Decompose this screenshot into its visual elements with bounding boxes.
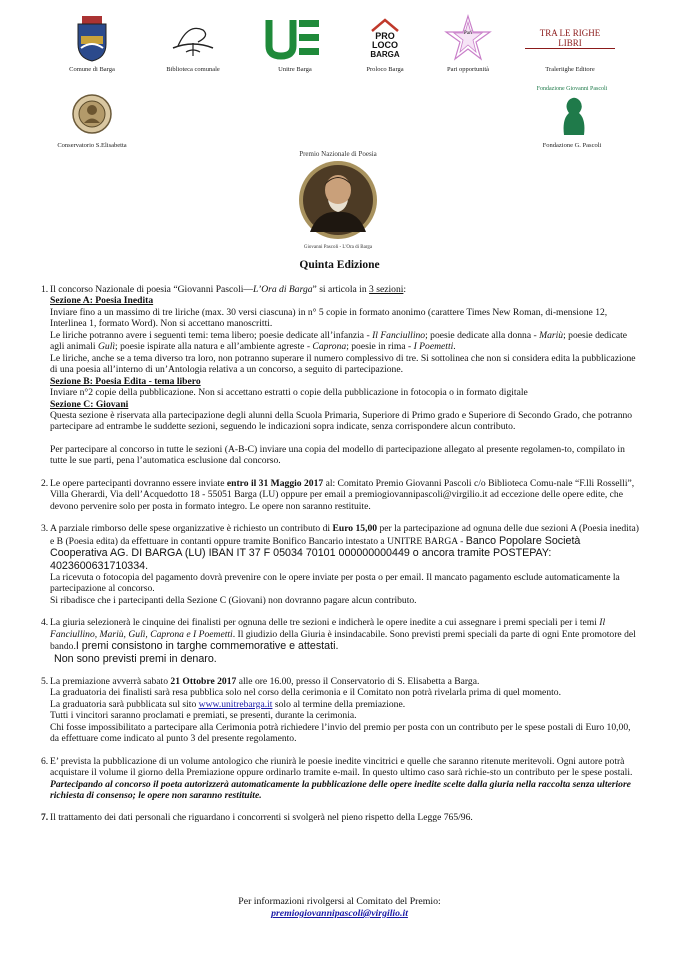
rule-3-receipt: La ricevuta o fotocopia del pagamento dovrà prevenire con le opere inviate per posta o per email. Il mancato pagamento esclude automaticamente la partecipazione al concorso. (50, 571, 620, 595)
participation-note: Per partecipare al concorso in tutte le sezioni (A-B-C) inviare una copia del modello di partecipazione allegato al presente regolamen-to, compilato in tutte le sue parti, pena l’automatica esclusione dal concorso. (50, 443, 625, 467)
rule-7 (38, 812, 640, 823)
edition-title: Quinta Edizione (299, 259, 380, 271)
rule-5-ranking: La graduatoria dei finalisti sarà resa pubblica solo nel corso della cerimonia e il Comitato non potrà rivelarla prima di quel momento. (50, 687, 561, 699)
logo-traleriighe (525, 12, 615, 74)
contact-email-link[interactable]: premiogiovannipascoli@virgilio.it (271, 908, 408, 919)
rule-number: 3. (41, 523, 49, 535)
logo-caption: Conservatorio S.Elisabetta (57, 142, 127, 149)
logo-caption: Proloco Barga (366, 66, 404, 73)
contact-footer (0, 896, 679, 920)
section-a-heading: Sezione A: Poesia Inedita (50, 295, 154, 307)
rule-number: 4. (41, 617, 49, 629)
rule-4 (38, 617, 640, 665)
logo-caption: Pari opportunità (446, 66, 490, 73)
logo-pari-opportunita (423, 12, 513, 74)
rule-number: 2. (41, 477, 49, 489)
prize-subtitle: Giovanni Pascoli - L'Ora di Barga (303, 245, 373, 250)
fondazione-text: Fondazione Giovanni Pascoli (536, 86, 608, 92)
logo-caption: Traleriighe Editore (545, 66, 595, 73)
logo-biblioteca (148, 12, 238, 74)
sponsor-logos (0, 0, 679, 150)
section-a-text-2: Le liriche potranno avere i seguenti temi: tema libero; poesie dedicate all’infanzia - Il Fanciullino; poesie dedicate alla donna - Mariù; poesie dedicate agli animali Gulì; poesie ispirate alla natura e all’ambiente agreste - Caprona; poesie in rima - I Poemetti. (50, 329, 628, 353)
logo-fondazione (527, 88, 617, 150)
pascoli-silhouette-icon (542, 89, 602, 139)
pascoli-portrait-icon (288, 160, 388, 240)
roof-icon (370, 18, 400, 32)
traleriighe-text: TRA LE RIGHE LIBRI (525, 28, 615, 49)
pari-text: Pari (463, 31, 473, 36)
rule-1-intro: Il concorso Nazionale di poesia “Giovanni Pascoli—L’Ora di Barga” si articola in 3 sezioni: (50, 284, 407, 295)
rule-3 (38, 523, 640, 606)
section-a-text-3: Le liriche, anche se a tema diverso tra loro, non potranno superare il numero complessivo di tre. Si sottolinea che non si considera edita la pubblicazione di una poesia all’interno di un’Antologia relativa a un concorso, a seguito di partecipazione. (50, 352, 636, 376)
logo-caption: Biblioteca comunale (166, 66, 220, 73)
book-tree-icon (168, 18, 218, 58)
logo-conservatorio (47, 88, 137, 150)
logo-comune-di-barga (47, 12, 137, 74)
section-c-heading: Sezione C: Giovani (50, 398, 129, 410)
rule-1 (38, 284, 640, 467)
rule-number: 7. (41, 812, 49, 824)
regulations (38, 284, 640, 824)
rule-number: 6. (41, 755, 49, 767)
unitrebarga-link[interactable]: www.unitrebarga.it (198, 698, 273, 710)
prize-emblem (282, 150, 394, 250)
section-a-text-1: Inviare fino a un massimo di tre liriche (max. 30 versi ciascuna) in n° 5 copie in formato anonimo (carattere Times New Roman, di-mensione 12, Interlinea 1, formato Word). Non si accettano manoscritti. (50, 306, 608, 330)
unitre-mark-icon (265, 16, 325, 60)
rule-6 (38, 756, 640, 802)
rule-2-text: Le opere partecipanti dovranno essere inviate entro il 31 Maggio 2017 al: Comitato Premio Giovanni Pascoli c/o Biblioteca Comu-nale “F.lli Rosselli”, Villa Gherardi, Via dell’Acquedotto 18 - 55051 Barga (LU) oppure per email a premiogiovannipascoli@virgilio.it ad eccezione delle opere edite, che devono pervenire solo per posta in formato integro. Le opere non saranno restituite. (50, 477, 635, 512)
logo-unitre (250, 12, 340, 74)
rule-4-no-money: Non sono previsti premi in denaro. (54, 652, 217, 665)
prize-title: Premio Nazionale di Poesia (299, 150, 377, 158)
rule-5-site: La graduatoria sarà pubblicata sul sito www.unitrebarga.it solo al termine della premiazione. (50, 698, 406, 710)
rule-6-consent: Partecipando al concorso il poeta autorizzerà automaticamente la pubblicazione delle opere inedite scelte dalla giuria nella raccolta senza ulteriore richiesta di consenso; le opere non saranno restituite. (50, 778, 631, 801)
rule-5 (38, 676, 640, 745)
proloco-text-3: BARGA (370, 49, 400, 59)
proloco-text-2: LOCO (372, 39, 398, 50)
coat-of-arms-icon (73, 14, 111, 62)
rule-6-text: E’ prevista la pubblicazione di un volume antologico che riunirà le poesie inedite vincitrici e quelle che saranno ritenute meritevoli. Ogni autore potrà acquistare il volume il giorno della Premiazione oppure ordinarlo tramite e-mail. In questo ultimo caso sarà richie-sto un contributo per le spese postali. (50, 755, 633, 779)
logo-caption: Comune di Barga (69, 66, 115, 73)
rule-5-shipping: Chi fosse impossibilitato a partecipare alla Cerimonia potrà richiedere l’invio del premio per posta con un contributo per le spese postali di Euro 10,00, da effettuare come indicato al punto 3 del presente regolamento. (50, 721, 631, 745)
contact-line: Per informazioni rivolgersi al Comitato del Premio: (238, 896, 441, 907)
logo-proloco (340, 12, 430, 74)
logo-caption: Fondazione G. Pascoli (542, 142, 602, 149)
rule-2 (38, 478, 640, 512)
section-b-heading: Sezione B: Poesia Edita - tema libero (50, 375, 201, 387)
section-b-text: Inviare n°2 copie della pubblicazione. Non si accettano estratti o copie della pubblicazione in fotocopia o in formato digitale (50, 387, 528, 399)
rule-5-winners: Tutti i vincitori saranno proclamati e premiati, se presenti, durante la cerimonia. (50, 710, 357, 722)
medallion-icon (71, 93, 113, 135)
rule-5-text: La premiazione avverrà sabato 21 Ottobre 2017 alle ore 16.00, presso il Conservatorio di S. Elisabetta a Barga. (50, 675, 480, 687)
rule-number: 5. (41, 675, 49, 687)
logo-caption: Unitre Barga (278, 66, 312, 73)
star-icon (444, 14, 492, 62)
rule-4-text: La giuria selezionerà le cinquine dei finalisti per ognuna delle tre sezioni e indicherà le opere inedite a cui assegnare i premi speciali per i temi Il Fanciullino, Mariù, Gulì, Caprona e I Poemetti. Il giudizio della Giuria è insindacabile. Sono previsti premi speciali da parte di ogni Ente promotore del bando.I premi consistono in targhe commemorative e attestati. (50, 617, 636, 653)
section-c-text: Questa sezione è riservata alla partecipazione degli alunni della Scuola Primaria, Superiore di Primo grado e Superiore di Secondo Grado, che potranno partecipare ad entrambe le suddette sezioni, seguendo le indicazioni sopra indicate, senza corrispondere alcun contributo. (50, 409, 633, 433)
rule-7-text: Il trattamento dei dati personali che riguardano i concorrenti si svolgerà nel pieno rispetto della Legge 765/96. (50, 812, 473, 824)
proloco-text-1: PRO (375, 30, 395, 41)
rule-3-text: A parziale rimborso delle spese organizzative è richiesto un contributo di Euro 15,00 per la partecipazione ad ognuna delle due sezioni A (Poesia inedita) e B (Poesia edita) da effettuare in contanti oppure tramite Bonifico Bancario intestato a UNITRE BARGA - Banco Popolare Società Cooperativa AG. DI BARGA (LU) IBAN IT 37 F 05034 70101 000000000449 o ancora tramite POSTEPAY: 4023600631710334. (50, 523, 639, 572)
rule-number: 1. (41, 284, 49, 295)
rule-3-youth: Si ribadisce che i partecipanti della Sezione C (Giovani) non dovranno pagare alcun contributo. (50, 594, 417, 606)
